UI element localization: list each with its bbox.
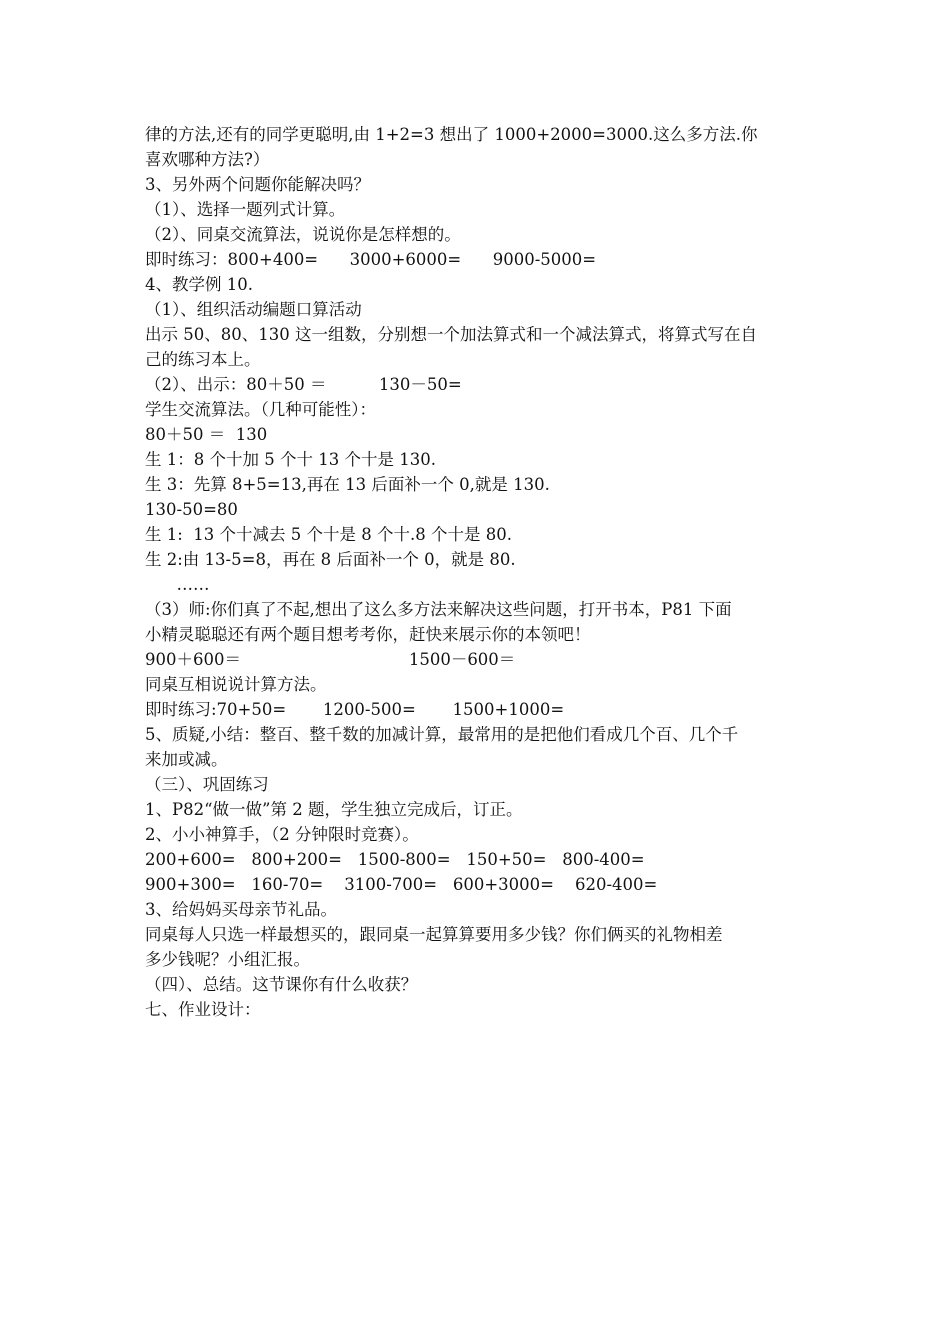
text-line: 80＋50 ＝ 130 <box>145 425 268 444</box>
text-line: 3、给妈妈买母亲节礼品。 <box>145 900 337 919</box>
document-page <box>145 122 815 1022</box>
text-line: …… <box>145 575 210 594</box>
text-line: （3）师:你们真了不起,想出了这么多方法来解决这些问题，打开书本，P81 下面 <box>145 600 732 619</box>
text-line: （1）、选择一题列式计算。 <box>145 200 346 219</box>
text-line: （三）、巩固练习 <box>145 775 269 794</box>
text-line: 同桌每人只选一样最想买的，跟同桌一起算算要用多少钱？你们俩买的礼物相差 <box>145 925 723 944</box>
text-line: 3、另外两个问题你能解决吗？ <box>145 175 370 194</box>
text-line: 即时练习：800+400= 3000+6000= 9000-5000= <box>145 250 597 269</box>
text-line: 学生交流算法。（几种可能性）： <box>145 400 376 419</box>
text-line: 来加或减。 <box>145 750 228 769</box>
text-line: 己的练习本上。 <box>145 350 261 369</box>
text-line: 出示 50、80、130 这一组数，分别想一个加法算式和一个减法算式，将算式写在自 <box>145 325 757 344</box>
text-line: 900+300= 160-70= 3100-700= 600+3000= 620-400= <box>145 875 658 894</box>
text-line: 即时练习:70+50= 1200-500= 1500+1000= <box>145 700 565 719</box>
text-line: 5、质疑,小结：整百、整千数的加减计算，最常用的是把他们看成几个百、几个千 <box>145 725 739 744</box>
text-line: 喜欢哪种方法?） <box>145 150 270 169</box>
text-line: 生 2:由 13-5=8，再在 8 后面补一个 0，就是 80. <box>145 550 516 569</box>
text-line: 4、教学例 10. <box>145 275 253 294</box>
text-line: 200+600= 800+200= 1500-800= 150+50= 800-400= <box>145 850 645 869</box>
text-line: 1、P82“做一做”第 2 题，学生独立完成后，订正。 <box>145 800 523 819</box>
text-line: 小精灵聪聪还有两个题目想考考你，赶快来展示你的本领吧！ <box>145 625 591 644</box>
text-line: 130-50=80 <box>145 500 238 519</box>
text-line: 同桌互相说说计算方法。 <box>145 675 327 694</box>
text-line: 生 1: 13 个十减去 5 个十是 8 个十.8 个十是 80. <box>145 525 512 544</box>
text-line: 七、作业设计： <box>145 1000 261 1019</box>
text-line: 多少钱呢？小组汇报。 <box>145 950 310 969</box>
text-line: 生 3：先算 8+5=13,再在 13 后面补一个 0,就是 130. <box>145 475 550 494</box>
text-line: 900＋600＝ 1500－600＝ <box>145 650 516 669</box>
text-line: 律的方法,还有的同学更聪明,由 1+2=3 想出了 1000+2000=3000.这么多方法.你 <box>145 125 758 144</box>
text-line: （四）、总结。这节课你有什么收获？ <box>145 975 418 994</box>
text-line: 生 1：8 个十加 5 个十 13 个十是 130. <box>145 450 436 469</box>
text-line: （2）、同桌交流算法，说说你是怎样想的。 <box>145 225 461 244</box>
text-line: （1）、组织活动编题口算活动 <box>145 300 362 319</box>
text-line: 2、小小神算手，（2 分钟限时竞赛）。 <box>145 825 419 844</box>
text-line: （2）、出示：80＋50 ＝ 130－50= <box>145 375 462 394</box>
